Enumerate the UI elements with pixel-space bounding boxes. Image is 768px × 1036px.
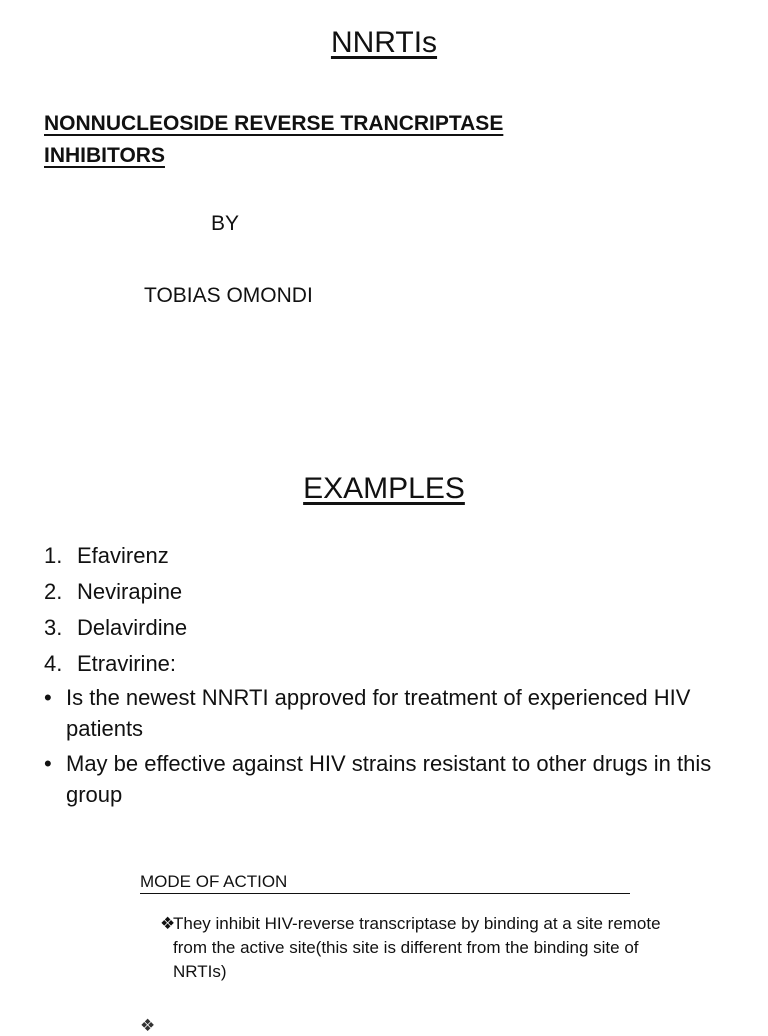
diamond-bullet-icon: ❖ [140,1016,156,1035]
by-label: BY [211,212,240,235]
diamond-bullet-icon: ❖ [160,914,176,933]
author-name: TOBIAS OMONDI [144,284,313,307]
subtitle [44,108,644,172]
page-title: NNRTIs [330,26,438,59]
bullet-item: • May be effective against HIV strains resistant to other drugs in this group [44,748,724,810]
bullet-icon: • [44,685,52,710]
subtitle-line-1: NONNUCLEOSIDE REVERSE TRANCRIPTASE [44,112,504,135]
bullet-item: • Is the newest NNRTI approved for treatment of experienced HIV patients [44,682,724,744]
list-item: 4. Etravirine: [44,651,177,676]
examples-list [44,538,744,682]
subtitle-line-2: INHIBITORS [44,144,165,167]
examples-heading: EXAMPLES [303,472,465,505]
bullet-icon: • [44,751,52,776]
etravirine-notes [44,682,724,814]
list-item: 1. Efavirenz [44,543,169,568]
mode-of-action-item: ❖ They inhibit HIV-reverse transcriptase by binding at a site remote from the active site(this site is different from the binding site of NRTIs) [160,912,680,984]
list-item: 2. Nevirapine [44,579,183,604]
mode-of-action-heading: MODE OF ACTION [140,872,630,894]
list-item: 3. Delavirdine [44,615,188,640]
